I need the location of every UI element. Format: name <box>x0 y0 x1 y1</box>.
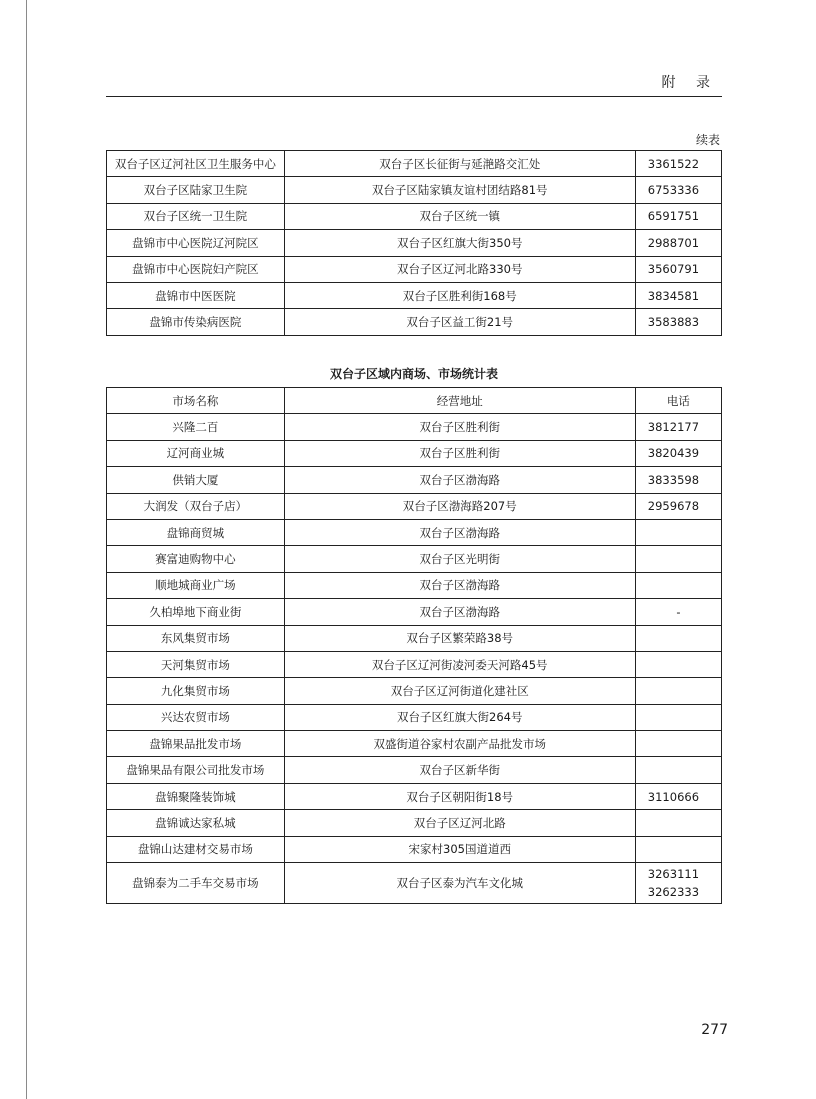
table-row <box>107 519 722 545</box>
table-row <box>107 282 722 308</box>
cell-address: 双台子区繁荣路38号 <box>284 625 635 651</box>
header-rule <box>106 96 722 97</box>
table-row <box>107 625 722 651</box>
cell-phone: 3110666 <box>635 783 721 809</box>
cell-address: 双台子区红旗大街264号 <box>284 704 635 730</box>
cell-address: 双台子区光明街 <box>284 546 635 572</box>
cell-phone <box>635 731 721 757</box>
cell-phone: 3812177 <box>635 414 721 440</box>
cell-phone <box>635 863 721 904</box>
cell-phone <box>635 546 721 572</box>
column-header-name: 市场名称 <box>107 388 285 414</box>
cell-address: 宋家村305国道道西 <box>284 836 635 862</box>
table-row <box>107 309 722 335</box>
cell-name: 盘锦山达建材交易市场 <box>107 836 285 862</box>
cell-name: 盘锦聚隆装饰城 <box>107 783 285 809</box>
table-row <box>107 731 722 757</box>
cell-name: 天河集贸市场 <box>107 651 285 677</box>
cell-address: 双台子区胜利街168号 <box>284 282 635 308</box>
cell-address: 双台子区渤海路 <box>284 467 635 493</box>
cell-name: 辽河商业城 <box>107 440 285 466</box>
cell-phone <box>635 810 721 836</box>
cell-phone: 2988701 <box>635 230 721 256</box>
cell-phone: 3820439 <box>635 440 721 466</box>
table-row <box>107 836 722 862</box>
cell-phone: 6591751 <box>635 203 721 229</box>
page-frame-line <box>26 0 27 1099</box>
cell-phone: 3560791 <box>635 256 721 282</box>
column-header-address: 经营地址 <box>284 388 635 414</box>
cell-address: 双台子区朝阳街18号 <box>284 783 635 809</box>
table-row <box>107 440 722 466</box>
cell-name: 久柏埠地下商业街 <box>107 599 285 625</box>
cell-address: 双台子区渤海路 <box>284 572 635 598</box>
cell-phone <box>635 836 721 862</box>
market-table <box>106 387 722 904</box>
table-row <box>107 810 722 836</box>
cell-address: 双台子区益工街21号 <box>284 309 635 335</box>
cell-address: 双台子区统一镇 <box>284 203 635 229</box>
cell-phone: 6753336 <box>635 177 721 203</box>
running-header: 附 录 <box>661 75 718 91</box>
cell-phone: 3361522 <box>635 151 721 177</box>
table-caption: 双台子区域内商场、市场统计表 <box>329 367 498 381</box>
cell-address: 双台子区胜利街 <box>284 440 635 466</box>
table-row <box>107 230 722 256</box>
table-row <box>107 546 722 572</box>
cell-name: 盘锦市中医医院 <box>107 282 285 308</box>
cell-phone: 2959678 <box>635 493 721 519</box>
cell-name: 东风集贸市场 <box>107 625 285 651</box>
cell-name: 双台子区统一卫生院 <box>107 203 285 229</box>
cell-name: 盘锦市中心医院辽河院区 <box>107 230 285 256</box>
table-row <box>107 863 722 904</box>
cell-name: 兴隆二百 <box>107 414 285 440</box>
cell-name: 盘锦果品批发市场 <box>107 731 285 757</box>
cell-name: 盘锦泰为二手车交易市场 <box>107 863 285 904</box>
cell-address: 双台子区新华街 <box>284 757 635 783</box>
cell-address: 双台子区长征街与延滟路交汇处 <box>284 151 635 177</box>
table-row <box>107 151 722 177</box>
cell-phone: 3833598 <box>635 467 721 493</box>
table-row <box>107 177 722 203</box>
cell-phone <box>635 678 721 704</box>
cell-address: 双台子区陆家镇友谊村团结路81号 <box>284 177 635 203</box>
cell-address: 双台子区泰为汽车文化城 <box>284 863 635 904</box>
table-row <box>107 678 722 704</box>
cell-name: 盘锦诚达家私城 <box>107 810 285 836</box>
phone-line-2: 3262333 <box>647 885 700 900</box>
hospital-table <box>106 150 722 336</box>
table-row <box>107 757 722 783</box>
table-header-row <box>107 388 722 414</box>
cell-phone: 3834581 <box>635 282 721 308</box>
cell-address: 双台子区渤海路 <box>284 599 635 625</box>
cell-name: 盘锦市传染病医院 <box>107 309 285 335</box>
cell-name: 大润发（双台子店） <box>107 493 285 519</box>
cell-name: 双台子区陆家卫生院 <box>107 177 285 203</box>
cell-address: 双盛街道谷家村农副产品批发市场 <box>284 731 635 757</box>
cell-address: 双台子区辽河街道化建社区 <box>284 678 635 704</box>
continued-label: 续表 <box>695 133 720 147</box>
cell-name: 盘锦果品有限公司批发市场 <box>107 757 285 783</box>
cell-name: 兴达农贸市场 <box>107 704 285 730</box>
cell-address: 双台子区红旗大街350号 <box>284 230 635 256</box>
page-number: 277 <box>701 1022 728 1038</box>
phone-line-1: 3263111 <box>647 867 700 882</box>
column-header-phone: 电话 <box>635 388 721 414</box>
cell-address: 双台子区辽河北路330号 <box>284 256 635 282</box>
cell-name: 赛富迪购物中心 <box>107 546 285 572</box>
table-row <box>107 467 722 493</box>
cell-phone <box>635 519 721 545</box>
table-row <box>107 203 722 229</box>
cell-phone: 3583883 <box>635 309 721 335</box>
cell-phone: - <box>635 599 721 625</box>
cell-address: 双台子区胜利街 <box>284 414 635 440</box>
table-row <box>107 414 722 440</box>
cell-address: 双台子区辽河街凌河委天河路45号 <box>284 651 635 677</box>
table-row <box>107 704 722 730</box>
table-row <box>107 783 722 809</box>
cell-address: 双台子区渤海路 <box>284 519 635 545</box>
table-row <box>107 256 722 282</box>
cell-name: 盘锦商贸城 <box>107 519 285 545</box>
cell-phone <box>635 757 721 783</box>
table-row <box>107 493 722 519</box>
table-row <box>107 599 722 625</box>
cell-name: 顺地城商业广场 <box>107 572 285 598</box>
cell-name: 盘锦市中心医院妇产院区 <box>107 256 285 282</box>
cell-phone <box>635 651 721 677</box>
cell-name: 供销大厦 <box>107 467 285 493</box>
cell-name: 九化集贸市场 <box>107 678 285 704</box>
table-row <box>107 651 722 677</box>
table-row <box>107 572 722 598</box>
cell-phone <box>635 572 721 598</box>
cell-phone <box>635 704 721 730</box>
cell-phone <box>635 625 721 651</box>
cell-address: 双台子区辽河北路 <box>284 810 635 836</box>
cell-address: 双台子区渤海路207号 <box>284 493 635 519</box>
cell-name: 双台子区辽河社区卫生服务中心 <box>107 151 285 177</box>
